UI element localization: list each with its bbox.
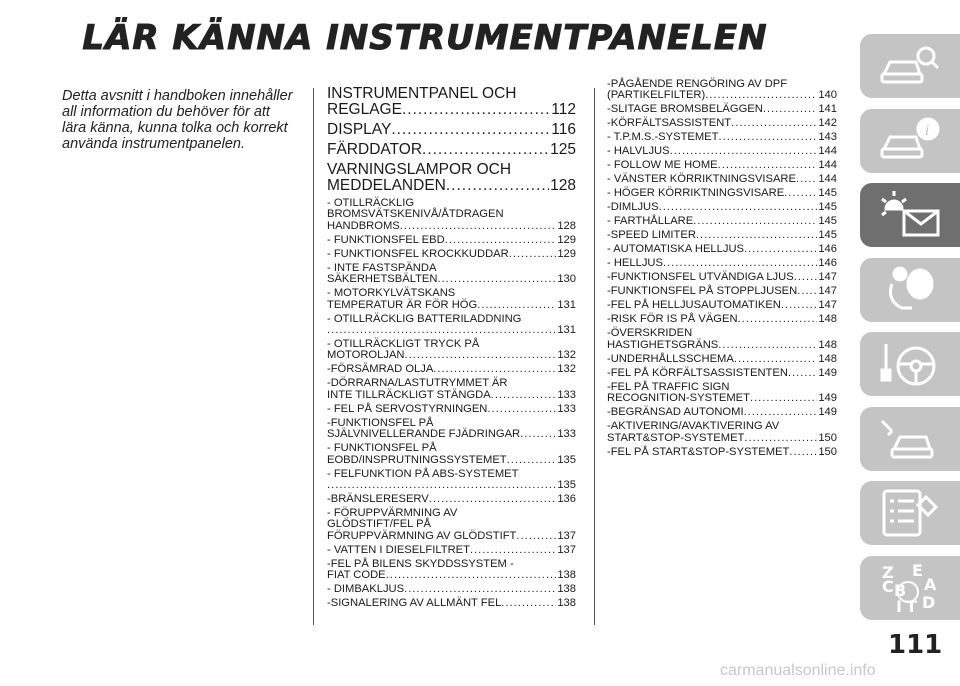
dot-leader (705, 90, 817, 101)
toc-entry-title: - T.P.M.S.-SYSTEMET (607, 131, 719, 144)
toc-entry[interactable] (327, 584, 576, 595)
toc-entry-title: RECOGNITION-SYSTEMET (607, 392, 750, 405)
toc-column-2 (607, 79, 837, 461)
dot-leader (738, 314, 818, 325)
toc-entry[interactable] (607, 407, 837, 418)
dot-leader (794, 272, 818, 283)
toc-page-number: 129 (557, 233, 576, 246)
toc-page-number: 148 (818, 338, 837, 351)
toc-entry[interactable] (607, 421, 837, 444)
toc-entry[interactable] (327, 508, 576, 542)
toc-entry-row (607, 230, 837, 241)
toc-entry-row (607, 272, 837, 283)
toc-entry[interactable] (607, 104, 837, 115)
toc-entry-title: -FUNKTIONSFEL PÅ STOPPLJUSEN (607, 285, 798, 298)
toc-page-number: 133 (557, 388, 576, 401)
toc-page-number: 145 (818, 201, 837, 214)
toc-entry-row (607, 354, 837, 365)
toc-page-number: 128 (557, 219, 576, 232)
dot-leader (402, 102, 550, 118)
toc-entry-line: INSTRUMENTPANEL OCH (327, 85, 517, 102)
dot-leader (404, 584, 556, 595)
toc-page-number: 129 (557, 247, 576, 260)
toc-page-number: 130 (557, 273, 576, 286)
svg-text:C: C (882, 576, 894, 596)
toc-entry[interactable] (327, 418, 576, 441)
toc-entry-row (327, 390, 576, 401)
toc-page-number: 149 (818, 406, 837, 419)
toc-page-number: 143 (818, 131, 837, 144)
dot-leader (670, 146, 818, 157)
toc-entry-row (607, 407, 837, 418)
dot-leader (470, 545, 556, 556)
toc-entry-line: BROMSVÄTSKENIVÅ/ÅTDRAGEN (327, 208, 504, 221)
toc-page-number: 148 (818, 352, 837, 365)
toc-entry-title: EOBD/INSPRUTNINGSSYSTEMET (327, 453, 507, 466)
watermark: carmanualsonline.info (720, 662, 876, 679)
toc-entry-title: - FUNKTIONSFEL EBD (327, 233, 445, 246)
toc-page-number: 125 (550, 141, 576, 158)
dot-leader (731, 118, 817, 129)
toc-entry[interactable] (607, 368, 837, 379)
toc-entry[interactable] (607, 216, 837, 227)
toc-entry-title: HANDBROMS (327, 219, 400, 232)
toc-entry-row (327, 570, 576, 581)
toc-entry-row (327, 494, 576, 505)
toc-entry-row (327, 300, 576, 311)
toc-entry-title: -BRÄNSLERESERV (327, 493, 429, 506)
chapter-tab[interactable] (860, 556, 960, 620)
toc-page-number: 132 (557, 349, 576, 362)
dot-leader (744, 433, 817, 444)
toc-entry[interactable] (327, 263, 576, 286)
toc-entry-title: INTE TILLRÄCKLIGT STÄNGDA (327, 388, 491, 401)
toc-entry-row (327, 429, 576, 440)
toc-entry[interactable] (327, 443, 576, 466)
toc-entry[interactable] (327, 364, 576, 375)
toc-page-number: 140 (818, 89, 837, 102)
toc-entry-line: - INTE FASTSPÄNDA (327, 261, 437, 274)
toc-entry-row (327, 178, 576, 194)
intro-line: lära känna, kunna tolka och korrekt (62, 120, 288, 136)
toc-entry-line: - OTILLRÄCKLIG (327, 197, 415, 209)
page-title: LÄR KÄNNA INSTRUMENTPANELEN (82, 18, 768, 58)
toc-entry[interactable] (327, 545, 576, 556)
toc-page-number: 128 (550, 177, 576, 194)
toc-entry-title: - VATTEN I DIESELFILTRET (327, 543, 470, 556)
toc-entry-title: - HÖGER KÖRRIKTNINGSVISARE (607, 187, 785, 200)
toc-entry-row (327, 531, 576, 542)
dot-leader (744, 244, 817, 255)
dot-leader (744, 407, 818, 418)
dot-leader (784, 188, 817, 199)
toc-entry-row (607, 118, 837, 129)
toc-entry-row (327, 480, 576, 491)
dot-leader (487, 404, 556, 415)
toc-entry-title: DISPLAY (327, 121, 392, 138)
toc-page-number: 138 (557, 569, 576, 582)
toc-entry-title: - DIMBAKLJUS (327, 583, 405, 596)
toc-entry[interactable] (607, 146, 837, 157)
svg-text:E: E (912, 561, 923, 580)
toc-entry-title: START&STOP-SYSTEMET (607, 431, 745, 444)
dot-leader (386, 570, 557, 581)
toc-entry[interactable] (327, 86, 576, 118)
toc-page-number: 144 (818, 173, 837, 186)
dot-leader (797, 286, 817, 297)
toc-entry-title: -FEL PÅ START&STOP-SYSTEMET (607, 445, 790, 458)
toc-page-number: 135 (557, 453, 576, 466)
dot-leader (789, 447, 817, 458)
toc-entry-line: -PÅGÅENDE RENGÖRING AV DPF (607, 78, 788, 90)
toc-entry-row (327, 102, 576, 118)
chapter-tab[interactable] (860, 34, 960, 98)
toc-page-number: 136 (557, 493, 576, 506)
intro-line: Detta avsnitt i handboken innehåller (62, 88, 293, 104)
toc-entry-row (607, 340, 837, 351)
svg-text:Z: Z (882, 562, 894, 582)
toc-entry-row (607, 300, 837, 311)
toc-entry-line: GLÖDSTIFT/FEL PÅ (327, 518, 432, 531)
toc-page-number: 133 (557, 402, 576, 415)
toc-entry-row (607, 132, 837, 143)
svg-text:i: i (925, 122, 930, 139)
dot-leader (718, 160, 818, 171)
toc-entry-line: - MOTORKYLVÄTSKANS (327, 287, 456, 300)
toc-page-number: 135 (557, 479, 576, 492)
toc-entry-line: -FEL PÅ BILENS SKYDDSSYSTEM - (327, 557, 514, 570)
toc-entry-title: -FEL PÅ KÖRFÄLTSASSISTENTEN (607, 366, 788, 379)
toc-entry-row (327, 142, 576, 158)
toc-entry-row (607, 447, 837, 458)
toc-entry[interactable] (327, 249, 576, 260)
dot-leader (445, 235, 557, 246)
toc-entry[interactable] (327, 198, 576, 232)
dot-leader (491, 390, 557, 401)
toc-page-number: 147 (818, 271, 837, 284)
toc-entry-row (327, 455, 576, 466)
toc-column-1 (327, 86, 576, 612)
dot-leader (781, 300, 817, 311)
toc-page-number: 150 (818, 445, 837, 458)
toc-entry-row (327, 274, 576, 285)
dot-leader (391, 122, 550, 138)
toc-entry[interactable] (607, 174, 837, 185)
toc-entry[interactable] (607, 354, 837, 365)
toc-entry[interactable] (607, 79, 837, 102)
toc-entry-title: (PARTIKELFILTER) (607, 89, 706, 102)
toc-page-number: 133 (557, 428, 576, 441)
toc-entry-line: - FÖRUPPVÄRMNING AV (327, 507, 458, 520)
toc-page-number: 145 (818, 215, 837, 228)
toc-entry-row (607, 90, 837, 101)
toc-entry[interactable] (327, 288, 576, 311)
toc-entry-row (607, 188, 837, 199)
toc-entry[interactable] (327, 378, 576, 401)
toc-page-number: 131 (557, 298, 576, 311)
toc-entry-line: - OTILLRÄCKLIG BATTERILADDNING (327, 312, 522, 325)
toc-page-number: 146 (818, 243, 837, 256)
toc-entry[interactable] (607, 272, 837, 283)
intro-line: all information du behöver för att (62, 104, 270, 120)
toc-entry-row (327, 221, 576, 232)
toc-entry-title: - FARTHÅLLARE (607, 215, 694, 228)
dot-leader (437, 274, 556, 285)
toc-entry-row (607, 393, 837, 404)
toc-entry-row (607, 146, 837, 157)
dot-leader (696, 230, 817, 241)
dot-leader (446, 178, 549, 194)
toc-page-number: 147 (818, 299, 837, 312)
dot-leader (693, 216, 817, 227)
chapter-tab[interactable] (860, 332, 960, 396)
toc-entry-title: -RISK FÖR IS PÅ VÄGEN (607, 313, 738, 326)
toc-entry-title: FIAT CODE (327, 569, 386, 582)
toc-entry[interactable] (607, 286, 837, 297)
toc-page-number: 138 (557, 597, 576, 610)
dot-leader (400, 221, 557, 232)
toc-entry-line: -FUNKTIONSFEL PÅ (327, 416, 434, 429)
dot-leader (433, 364, 556, 375)
toc-entry[interactable] (607, 382, 837, 405)
toc-entry-row (607, 160, 837, 171)
column-divider (594, 88, 595, 625)
toc-entry-title: -DIMLJUS (607, 201, 659, 214)
svg-text:D: D (922, 592, 936, 612)
dot-leader (477, 300, 556, 311)
toc-entry-title: - FOLLOW ME HOME (607, 159, 718, 172)
toc-page-number: 147 (818, 285, 837, 298)
dot-leader (659, 202, 818, 213)
dot-leader (520, 429, 556, 440)
page-number: 111 (888, 630, 943, 660)
dot-leader (763, 104, 817, 115)
toc-entry-title: SJÄLVNIVELLERANDE FJÄDRINGAR (327, 428, 521, 441)
toc-entry[interactable] (327, 162, 576, 194)
toc-entry-title: -BEGRÄNSAD AUTONOMI (607, 406, 744, 419)
toc-entry-row (327, 235, 576, 246)
toc-entry-title: -SPEED LIMITER (607, 229, 696, 242)
svg-text:A: A (924, 574, 937, 594)
toc-entry[interactable] (607, 244, 837, 255)
toc-page-number: 137 (557, 543, 576, 556)
toc-page-number: 116 (551, 121, 576, 138)
dot-leader (509, 249, 557, 260)
toc-entry[interactable] (607, 300, 837, 311)
intro-text (62, 88, 298, 152)
intro-line: använda instrumentpanelen. (62, 136, 245, 152)
toc-entry-row (607, 314, 837, 325)
toc-entry-title: HASTIGHETSGRÄNS (607, 338, 719, 351)
toc-page-number: 137 (557, 529, 576, 542)
toc-entry-title: - FUNKTIONSFEL KROCKKUDDAR (327, 247, 509, 260)
dot-leader (327, 325, 556, 336)
toc-entry-title: FÖRUPPVÄRMNING AV GLÖDSTIFT (327, 529, 517, 542)
toc-entry[interactable] (607, 202, 837, 213)
toc-entry[interactable] (327, 404, 576, 415)
toc-page-number: 138 (557, 583, 576, 596)
toc-entry-row (607, 202, 837, 213)
toc-entry-row (607, 244, 837, 255)
toc-entry-row (327, 350, 576, 361)
toc-entry-line: - FELFUNKTION PÅ ABS-SYSTEMET (327, 467, 519, 480)
dot-leader (734, 354, 818, 365)
toc-page-number: 149 (818, 366, 837, 379)
toc-page-number: 112 (551, 101, 576, 118)
toc-page-number: 141 (818, 103, 837, 116)
toc-entry[interactable] (327, 598, 576, 609)
toc-entry-row (607, 258, 837, 269)
dot-leader (718, 340, 817, 351)
dot-leader (327, 480, 556, 491)
toc-entry-row (607, 286, 837, 297)
svg-text:I: I (896, 596, 902, 614)
dot-leader (516, 531, 556, 542)
toc-entry[interactable] (327, 339, 576, 362)
toc-entry[interactable] (607, 314, 837, 325)
toc-entry-line: - OTILLRÄCKLIGT TRYCK PÅ (327, 338, 480, 351)
toc-entry[interactable] (327, 122, 576, 138)
toc-entry-title: FÄRDDATOR (327, 141, 423, 158)
chapter-tab[interactable] (860, 183, 960, 247)
toc-entry-title: - FEL PÅ SERVOSTYRNINGEN (327, 402, 488, 415)
toc-entry-title: - HELLJUS (607, 257, 663, 270)
toc-entry[interactable] (607, 132, 837, 143)
toc-entry[interactable] (607, 328, 837, 351)
toc-entry-row (607, 433, 837, 444)
toc-entry[interactable] (327, 142, 576, 158)
toc-entry-line: -DÖRRARNA/LASTUTRYMMET ÄR (327, 377, 508, 390)
dot-leader (507, 455, 557, 466)
toc-entry[interactable] (327, 235, 576, 246)
dot-leader (429, 494, 557, 505)
dot-leader (718, 132, 817, 143)
toc-page-number: 132 (557, 363, 576, 376)
toc-entry-row (607, 104, 837, 115)
toc-entry-line: -ÖVERSKRIDEN (607, 327, 693, 340)
toc-entry-title: - HALVLJUS (607, 145, 670, 158)
toc-page-number: 149 (818, 392, 837, 405)
toc-entry-row (327, 545, 576, 556)
toc-entry-row (327, 364, 576, 375)
toc-entry[interactable] (327, 494, 576, 505)
toc-entry-title: REGLAGE (327, 101, 402, 118)
toc-entry-row (607, 174, 837, 185)
toc-entry[interactable] (327, 559, 576, 582)
chapter-tab[interactable] (860, 258, 960, 322)
toc-entry-title: TEMPERATUR ÄR FÖR HÖG (327, 298, 478, 311)
chapter-tab[interactable] (860, 109, 960, 173)
toc-entry-title: -SIGNALERING AV ALLMÄNT FEL (327, 597, 502, 610)
toc-entry-title: -FEL PÅ HELLJUSAUTOMATIKEN (607, 299, 781, 312)
dot-leader (663, 258, 817, 269)
dot-leader (405, 350, 557, 361)
toc-entry[interactable] (607, 118, 837, 129)
toc-entry-title: MEDDELANDEN (327, 177, 446, 194)
svg-text:T: T (906, 596, 917, 614)
chapter-tab[interactable] (860, 481, 960, 545)
toc-page-number: 142 (818, 117, 837, 130)
toc-page-number: 148 (818, 313, 837, 326)
column-divider (313, 88, 314, 625)
toc-page-number: 144 (818, 159, 837, 172)
toc-entry-title: SÄKERHETSBÄLTEN (327, 273, 438, 286)
toc-entry-title: - VÄNSTER KÖRRIKTNINGSVISARE (607, 173, 796, 186)
toc-entry-line: -FEL PÅ TRAFFIC SIGN (607, 380, 730, 393)
toc-entry[interactable] (327, 314, 576, 337)
toc-entry-row (327, 584, 576, 595)
toc-entry[interactable] (607, 188, 837, 199)
svg-text:B: B (894, 580, 907, 600)
dot-leader (750, 393, 817, 404)
toc-entry-title: MOTOROLJAN (327, 349, 405, 362)
toc-entry-row (607, 368, 837, 379)
toc-entry-row (327, 598, 576, 609)
toc-entry[interactable] (327, 469, 576, 492)
toc-entry-title: -KÖRFÄLTSASSISTENT (607, 117, 732, 130)
toc-page-number: 150 (818, 431, 837, 444)
dot-leader (501, 598, 556, 609)
toc-entry[interactable] (607, 230, 837, 241)
toc-page-number: 145 (818, 187, 837, 200)
toc-entry-row (327, 404, 576, 415)
toc-entry-title: - AUTOMATISKA HELLJUS (607, 243, 744, 256)
dot-leader (788, 368, 817, 379)
chapter-tab[interactable] (860, 407, 960, 471)
toc-entry-title: -FUNKTIONSFEL UTVÄNDIGA LJUS (607, 271, 794, 284)
toc-entry-row (327, 122, 576, 138)
dot-leader (796, 174, 817, 185)
toc-entry-title: -FÖRSÄMRAD OLJA (327, 363, 434, 376)
toc-page-number: 144 (818, 145, 837, 158)
toc-entry[interactable] (607, 160, 837, 171)
toc-entry[interactable] (607, 258, 837, 269)
toc-entry-row (327, 325, 576, 336)
toc-entry-title: -UNDERHÅLLSSCHEMA (607, 352, 734, 365)
toc-page-number: 146 (818, 257, 837, 270)
toc-entry-line: - FUNKTIONSFEL PÅ (327, 442, 437, 455)
toc-entry-row (327, 249, 576, 260)
toc-page-number: 145 (818, 229, 837, 242)
toc-page-number: 131 (557, 324, 576, 337)
dot-leader (422, 142, 549, 158)
toc-entry-line: -AKTIVERING/AVAKTIVERING AV (607, 420, 780, 433)
toc-entry-row (607, 216, 837, 227)
toc-entry-line: VARNINGSLAMPOR OCH (327, 161, 512, 178)
toc-entry-title: -SLITAGE BROMSBELÄGGEN (607, 103, 763, 116)
toc-entry[interactable] (607, 447, 837, 458)
